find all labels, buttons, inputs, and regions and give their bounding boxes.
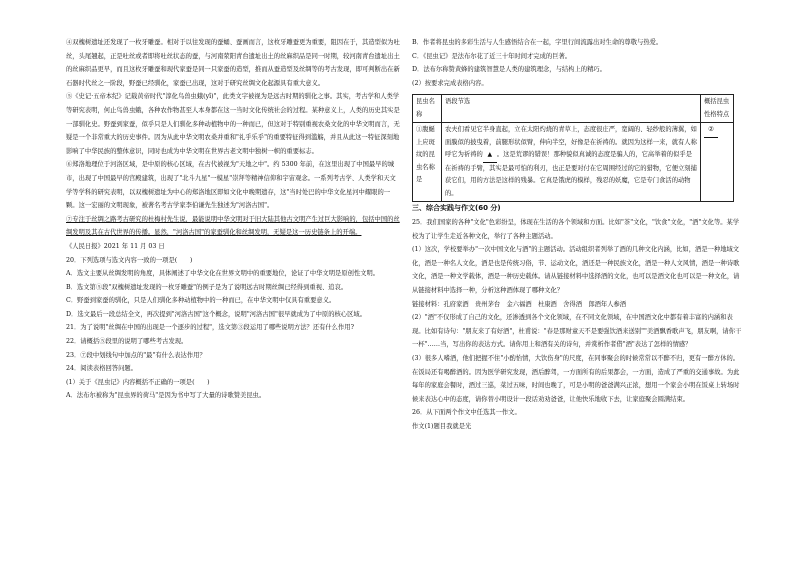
question-25-1: (1）这次，学校要举办"一次中国文化与酒"的主题活动。活动组织者列举了酒的几种文化内涵，比如，酒是一种地域文化，酒是一种名人文化，酒是也是传统习俗，节、运动文化，酒还是一种民族文化，酒是一种人文风情，酒是一种诗歌文化，酒是一种文学载体，酒是一种历史载体。请从链接材料中选择酒的文化，也可以是酒文化也可以是一种文化，请从链接材料中选择一种，分析这种酒体现了哪种文化？	[412, 246, 740, 294]
q24-1-option-c: C．《昆虫记》是法布尔花了近三十年时间才完成的巨著。	[412, 52, 572, 60]
header-insect-name: 昆虫名称	[413, 95, 442, 123]
article-source: 《人民日报》2021 年 11 月 03 日	[66, 242, 165, 250]
character-answer-blank: ②	[704, 124, 718, 138]
row-excerpt-text: 农夫们看见它半身直起，立在太阳灼烧的青草上，态度很庄严，宽阔的、轻纱般的薄翼，如面膜似的披曳着，前腿形状似臂，伸向半空，好像是在祈祷的。就因为这样一来，就有人称呼它为祈祷的	[445, 126, 697, 159]
row-excerpt-tail: 。这是荒谬的错误！那种貌似真诚的态度是骗人的，它高举着的似乎是在祈祷的手臂，其实是最可怕的利刃，也正是要对付在它周围经过的它的猎物，它便立刻捕获它们，用的方法是这样的残暴。它真是饿虎的模样，残忍的妖魔，它是专门食活的动物的。	[445, 151, 697, 197]
link-material: 链接材料：孔府家酒 贵州茅台 金六福酒 杜康酒 舍得酒 郎酒年人参酒	[412, 300, 627, 308]
q20-option-c: C．野蚕到家蚕的驯化，只是人们驯化多种动植物中的一种而已，在中华文明中仅具有重要意义。	[66, 297, 336, 305]
paragraph-6: ⑥郑洛地理位于河洛区域，是中原的核心区域，在古代被视为"天地之中"。约 5300 年前，在这里出现了中国最早的城市，出现了中国最早的宫殿建筑，出现了"北斗九星"一模星"崇拜等精神信仰和宇宙观念。一系列考古学、人类学和天文学等学科的研究表明，以双槐树遗址为中心的郑洛地区即如文化中晚期遗存，这"当时处巴的中华文化星河中耀眼的一颗。这一宏丽的文明现象，被著名考古学家李伯谦先生独述为"河洛古国"。	[66, 161, 396, 210]
question-26: 26．从下面两个作文中任选其一作文。	[412, 409, 521, 417]
right-column	[412, 36, 742, 433]
header-excerpt: 语段节选	[442, 95, 701, 123]
question-20: 20．下列选项与选文内容一致的一项是( )	[66, 256, 193, 264]
q20-option-a: A．选文主要从丝绸发明的角度，具体阐述了中华文化在世界文明中的重要地位，论证了中华文明是原创性文明。	[66, 270, 380, 278]
insect-table	[412, 94, 734, 202]
header-character: 概括昆虫性格特点	[701, 95, 734, 123]
question-24-1: (1）关于《昆虫记》内容概括不正确的一项是( )	[66, 378, 210, 386]
table-row	[413, 123, 734, 202]
question-25-3: (3）很多人嗜酒，他们把握不住"小酌怡情，大饮伤身"的尺度，在同事聚会的时候常常以不醉不归，更有一醉方休的。在饭局还有喝醉酒的。因为医学研究发现，酒后醉驾，一方面所有的后果都会，一方面，造成了严重的交通事故。为此每年的家庭会餐时，酒过三巡，菜过五味，时间也晚了，可是小明的爸爸满兴正浓，想用一个家会小明在饭桌上转场时候来表达心中的态度，请你替小明设计一段话劝劝爸爸，让他快乐地收下去，让家庭聚会圆满结束。	[412, 354, 740, 403]
question-24: 24．阅读表格回答问题。	[66, 365, 137, 373]
answer-blank[interactable]	[483, 149, 497, 163]
blank-triangle-mark: ▲	[487, 151, 493, 159]
table-header-row	[413, 95, 734, 123]
question-25-intro: 25．我们国家的各种"文化"色彩纷呈，体现在生活的各个领域和方面。比如"茶"文化，"饮食"文化，"酒"文化等。某学校为了让学生走近各种文化，举行了各种主题活动。	[412, 218, 740, 240]
question-24-2: (2）按要求完成表格内容。	[412, 79, 488, 87]
question-21: 21．为了说明"丝绸在中国的出现是一个逐步的过程"，选文第③段运用了哪些说明方法？还有什么作用?	[66, 324, 354, 332]
q24-1-option-a: A．法布尔被称为"昆虫界的荷马"是因为书中写了大量的诗歌赞美昆虫。	[66, 392, 266, 400]
paragraph-4: ④双槐树遗址还发现了一枚牙雕蚕。相对于以往发现的蚕蛹、蚕画而言，这枚牙雕蚕更为重要，阻因在于，其造型似为吐丝，头尾翘起，正是吐丝或者即将吐丝状态的蚕，与河南荥阳青台遗址出土的丝麻织品是同一时期，较河南青台遗址出土的丝麻织品更早，而且这枚牙雕蚕和现代家蚕是同一只家蚕的造型，推而从蚕造型及丝绸等的考古发现，即可判断出在新石器时代丝之一阶段，野蚕已经驯化，家蚕已出现，这对于研究丝绸文化起源具有重大意义。	[66, 39, 400, 87]
row-excerpt	[442, 123, 701, 202]
essay-option-1: 作文(1)题目我就是光	[412, 422, 472, 430]
question-22: 22．请概括⑤段里的说明了哪些考古发现。	[66, 338, 188, 346]
row-insect-name: ①腹蜒上应斑纹的昆虫名称是	[413, 123, 442, 202]
q24-1-option-d: D．法布尔称赞黄蜂的建筑智慧是人类的建筑理念，与结构上的精巧。	[412, 66, 606, 74]
q24-1-option-b: B．作者将昆虫的多彩生活与人生感悟结合在一起，字里行间流露出对生命的尊敬与热爱。	[412, 39, 663, 46]
left-column	[66, 36, 400, 403]
paragraph-5: ⑤《史记·五帝本纪》记载黄帝时代"淳化鸟兽虫蛾(yǐ)"，此类文字被视为是远古时期的驯化之事。其实，考古学和人类学等研究表明，何止鸟兽虫蛾，各种农作物甚至人本身都在这一当时文化传统社会的过程。某种意义上，人类的历史其实是一部驯化史。野蚕到家蚕，似乎只是人们驯化多种动植物中的一种而已，但这对于特别重视农桑文化的中华文明而言，无疑是一个非常重大的历史事件。因为从此中华文明农桑并重和"礼乎乐乎"的重要特征得到滥觞，并且从此这一特征深刻地影响了中华民族的整体意识，同时也成为中华文明在世界古老文明中独树一帜的重要标志。	[66, 93, 400, 155]
question-23: 23．⑦段中划线句中加点的"最"有什么表达作用？	[66, 351, 206, 359]
question-25-2: (2）"酒"不仅形成了自己的文化，还渗透到各个文化领域，在不同文化领域，在中国酒文化中都有着丰富的内涵和表现。比如有诗句："朋友来了有好酒"，杜甫说："春是那财童天不是要强饮酒来送别""美酒飘香歌声飞，朋友啊，请你干一杯"……当，写出你的表达方式。请你用上和酒有关的诗句，并赏析作者借"酒"表达了怎样的情感？	[412, 314, 742, 349]
paragraph-7: ⑦专注于丝绸之路考古研究的杜梅村先生说，最能说明中华文明对于旧大陆其他古文明产生过巨大影响的，包括中国的丝绸发明及其在古代世界的传播。显然，"河洛古国"的家蚕驯化和丝绸发明，无疑是这一历史链条上的开端。	[66, 215, 400, 237]
section-3-title: 三、综合实践与作文(60 分)	[412, 204, 501, 213]
row-character-answer[interactable]	[701, 123, 734, 202]
q20-option-d: D．选文最后一段总结全文，再次提到"河洛古国"这个概念，说明"河洛古国"很早就成为了中原的核心区域。	[66, 310, 366, 318]
q20-option-b: B．选文第⑤段"双槐树遗址发现的一枚牙雕蚕"的例子是为了说明远古时期丝绸已经得到重视、追哀。	[66, 283, 348, 291]
